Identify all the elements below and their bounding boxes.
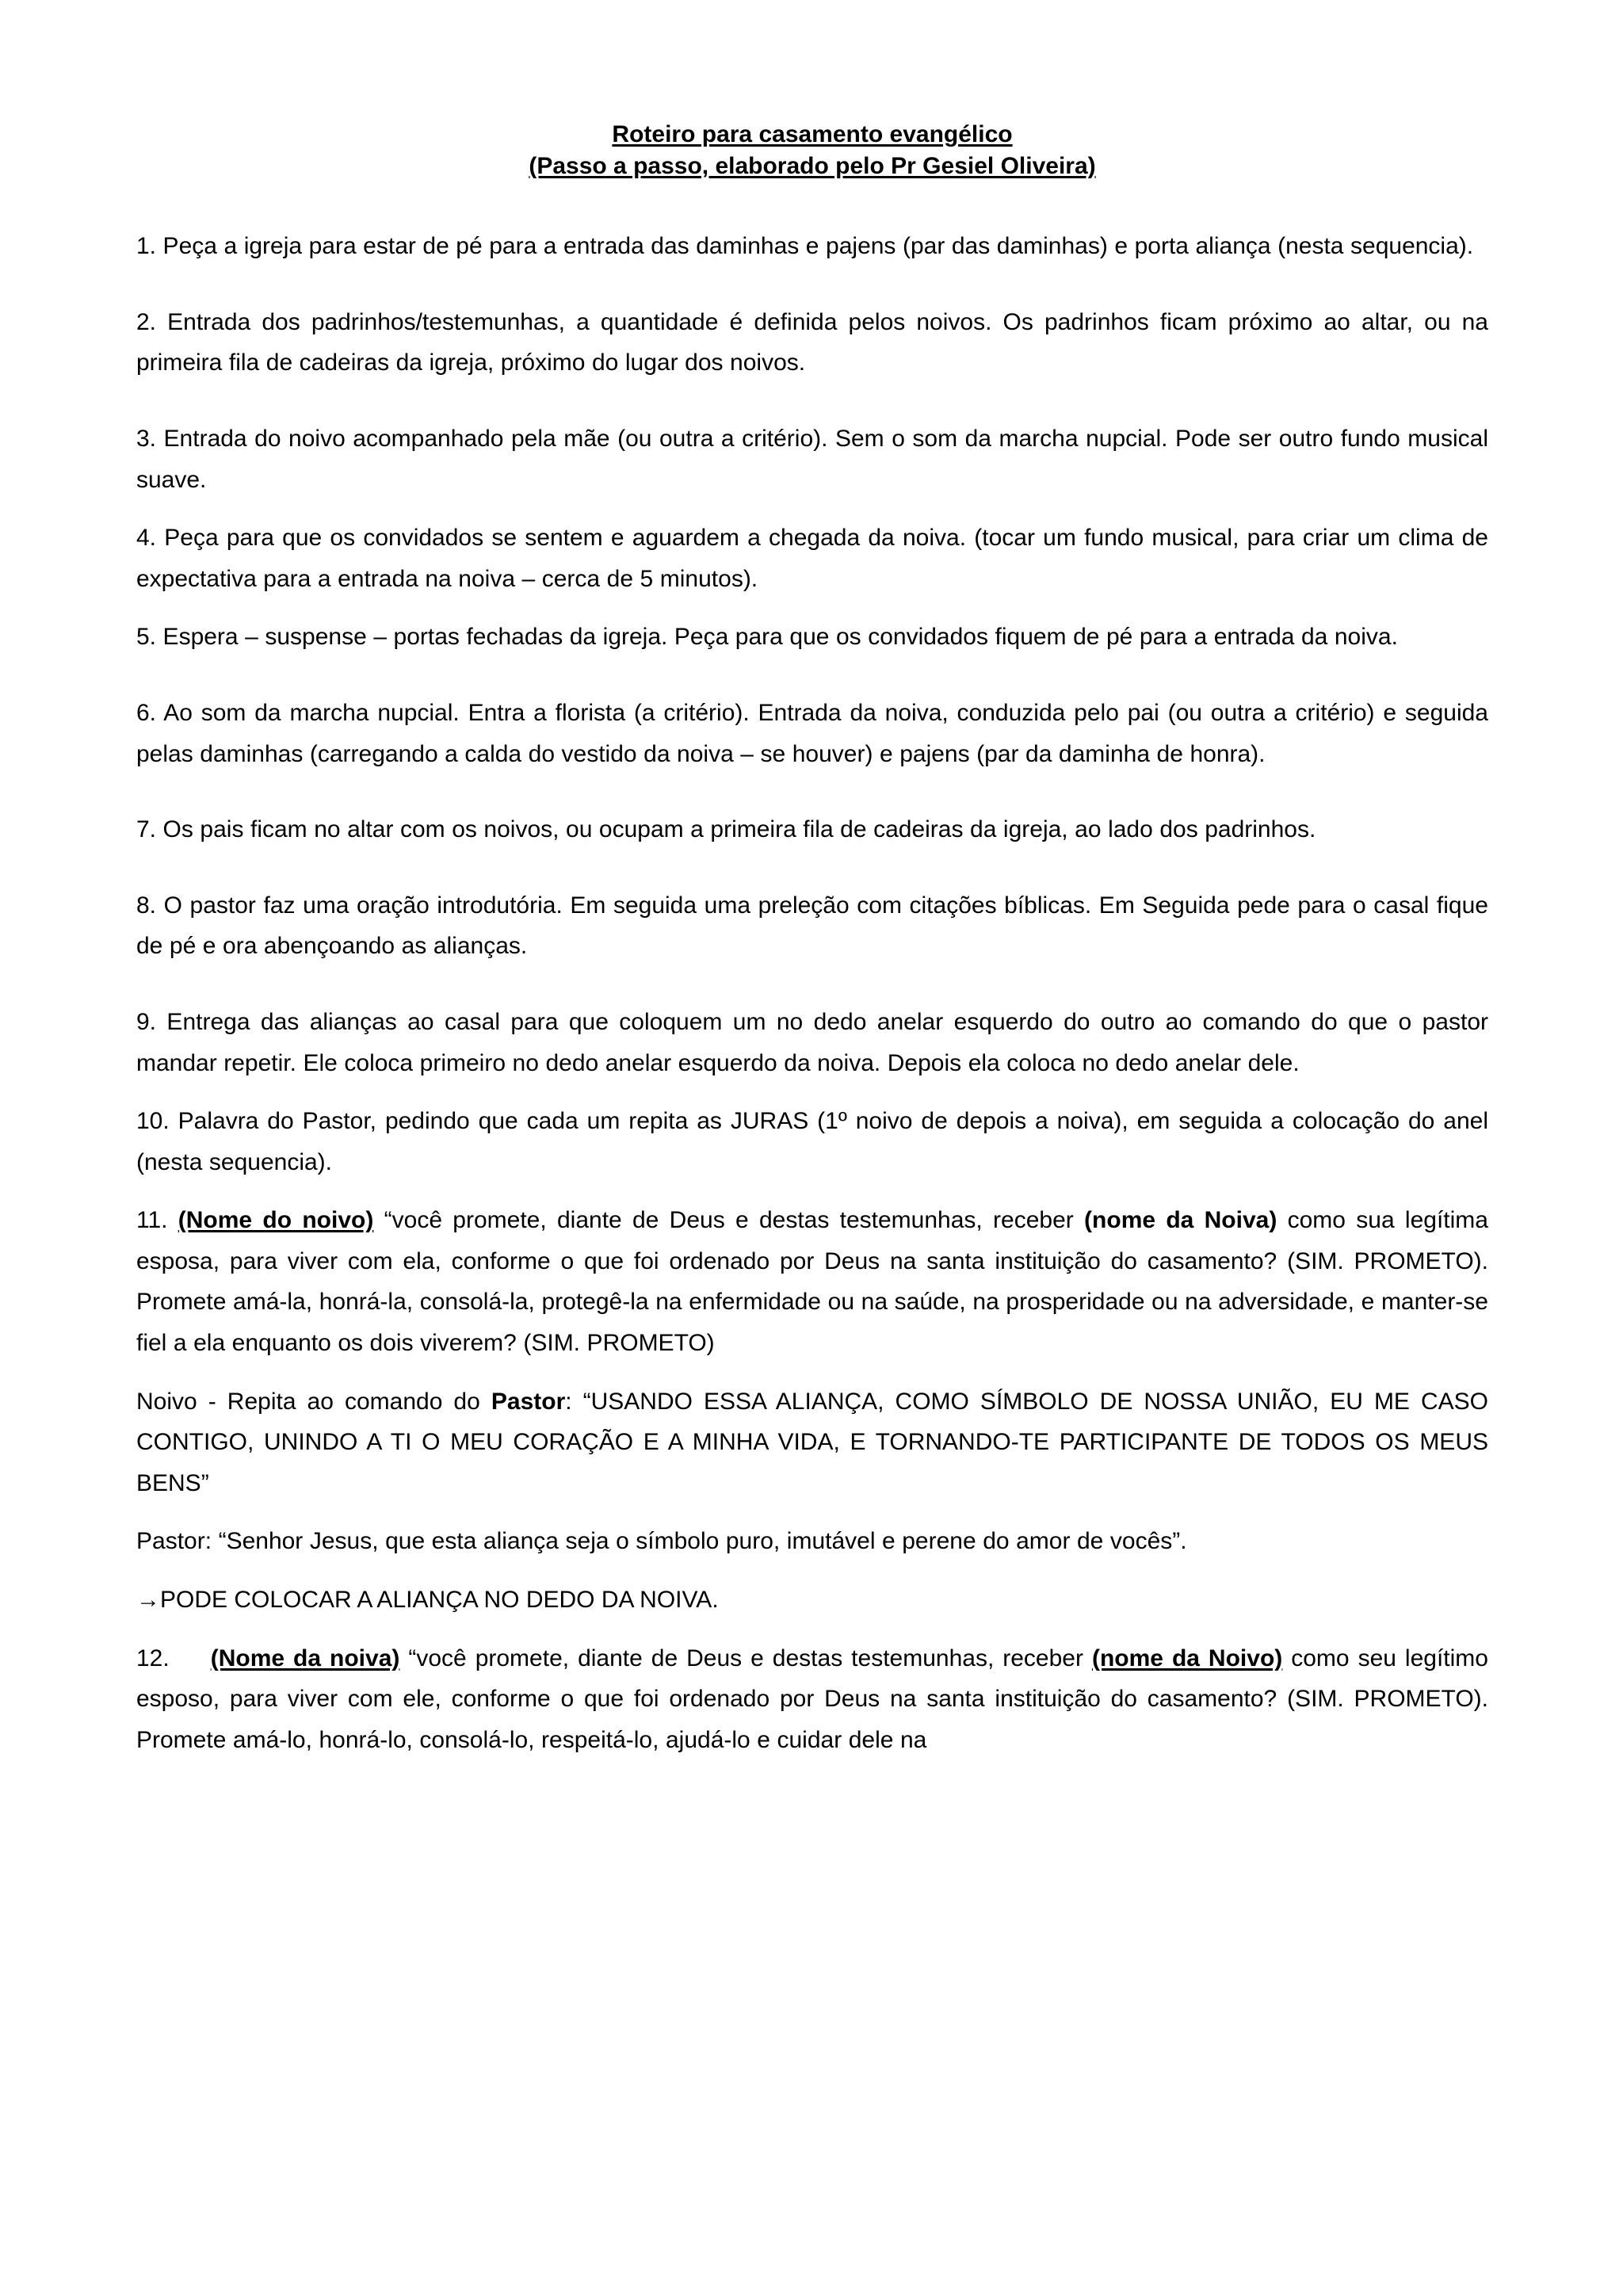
step-item-1: 1. Peça a igreja para estar de pé para a entrada das daminhas e pajens (par das daminhas) e porta aliança (nesta sequencia). [136,233,1474,260]
step-item-12 [136,1638,1488,1761]
pastor-prayer-paragraph: Pastor: “Senhor Jesus, que esta aliança seja o símbolo puro, imutável e perene do amor de vocês”. [136,1528,1187,1555]
step-item-2: 2. Entrada dos padrinhos/testemunhas, a quantidade é definida pelos noivos. Os padrinhos ficam próximo ao altar, ou na primeira fila de cadeiras da igreja, próximo do lugar dos noivos. [136,308,1488,376]
step-12-text-part-1: “você promete, diante de Deus e destas testemunhas, receber [408,1645,1083,1671]
step-11-text-part-1: “você promete, diante de Deus e destas testemunhas, receber [384,1207,1074,1234]
step-item-10: 10. Palavra do Pastor, pedindo que cada um repita as JURAS (1º noivo de depois a noiva), em seguida a colocação do anel (nesta sequencia). [136,1108,1488,1175]
right-arrow-icon: → [136,1587,160,1614]
title-text-primary: Roteiro para casamento evangélico [612,121,1013,147]
title-line-primary [136,119,1488,151]
bride-name-placeholder-12: (Nome da noiva) [210,1645,400,1671]
bride-name-placeholder: (nome da Noiva) [1084,1207,1277,1234]
step-item-4: 4. Peça para que os convidados se sentem e aguardem a chegada da noiva. (tocar um fundo musical, para criar um clima de expectativa para a entrada na noiva – cerca de 5 minutos). [136,525,1488,592]
pastor-label: Pastor [491,1388,566,1415]
ring-instruction-text: PODE COLOCAR A ALIANÇA NO DEDO DA NOIVA. [160,1587,719,1614]
groom-vow-paragraph [136,1381,1488,1504]
step-12-number: 12. [136,1645,170,1671]
step-item-3: 3. Entrada do noivo acompanhado pela mãe (ou outra a critério). Sem o som da marcha nupcial. Pode ser outro fundo musical suave. [136,425,1488,493]
ring-instruction-line [136,1580,1488,1621]
document-title [136,119,1488,181]
step-item-9: 9. Entrega das alianças ao casal para que coloquem um no dedo anelar esquerdo do outro ao comando do que o pastor mandar repetir. Ele coloca primeiro no dedo anelar esquerdo da noiva. Depois ela coloca no dedo anelar dele. [136,1008,1488,1076]
groom-vow-lead-in: Noivo - Repita ao comando do [136,1388,480,1415]
document-body [136,226,1488,1760]
step-item-7: 7. Os pais ficam no altar com os noivos, ou ocupam a primeira fila de cadeiras da igreja, ao lado dos padrinhos. [136,816,1316,843]
groom-vow-text: : “USANDO ESSA ALIANÇA, COMO SÍMBOLO DE NOSSA UNIÃO, EU ME CASO CONTIGO, UNINDO A TI O MEU CORAÇÃO E A MINHA VIDA, E TORNANDO-TE PARTICIPANTE DE TODOS OS MEUS BENS” [136,1388,1489,1496]
step-12-text-part-2: como seu legítimo esposo, para viver com ele, conforme o que foi ordenado por Deus na santa instituição do casamento? (SIM. PROMETO). Promete amá-lo, honrá-lo, consolá-lo, respeitá-lo, ajudá-lo e cuidar dele na [136,1645,1488,1753]
step-item-8: 8. O pastor faz uma oração introdutória. Em seguida uma preleção com citações bíblicas. Em Seguida pede para o casal fique de pé e ora abençoando as alianças. [136,892,1488,960]
title-line-secondary [136,151,1488,182]
title-text-secondary: (Passo a passo, elaborado pelo Pr Gesiel Oliveira) [529,152,1096,179]
step-item-11 [136,1200,1488,1363]
step-11-number: 11. [136,1207,168,1234]
step-item-6: 6. Ao som da marcha nupcial. Entra a florista (a critério). Entrada da noiva, conduzida pelo pai (ou outra a critério) e seguida pelas daminhas (carregando a calda do vestido da noiva – se houver) e pajens (par da daminha de honra). [136,699,1488,767]
groom-name-placeholder: (Nome do noivo) [178,1207,374,1234]
step-11-text-part-2: como sua legítima esposa, para viver com ela, conforme o que foi ordenado por Deus na santa instituição do casamento? (SIM. PROMETO). Promete amá-la, honrá-la, consolá-la, protegê-la na enfermidade ou na saúde, na prosperidade ou na adversidade, e manter-se fiel a ela enquanto os dois viverem? (SIM. PROMETO) [136,1207,1488,1357]
groom-name-placeholder-12: (nome da Noivo) [1091,1645,1283,1671]
step-item-5: 5. Espera – suspense – portas fechadas da igreja. Peça para que os convidados fiquem de pé para a entrada da noiva. [136,624,1398,651]
